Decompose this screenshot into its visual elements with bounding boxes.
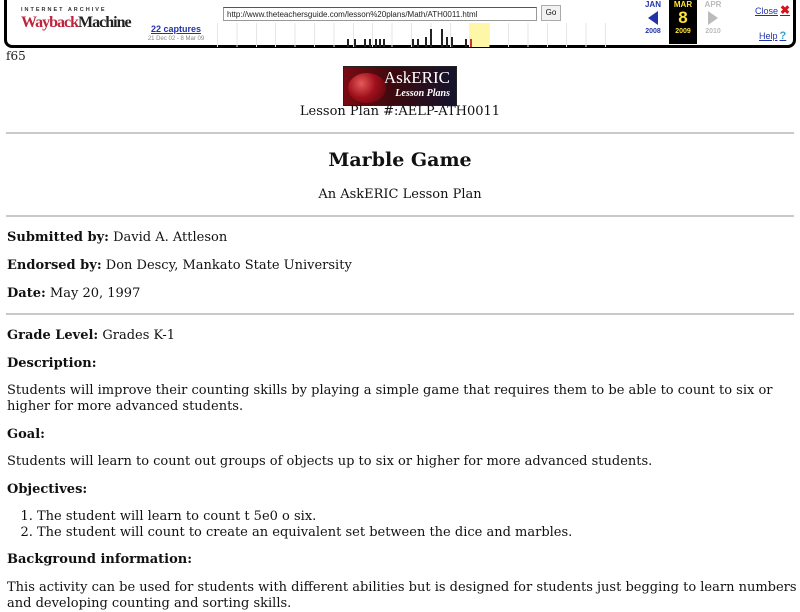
help-label[interactable]: Help xyxy=(759,31,778,41)
list-item: 2. The student will count to create an equivalent set between the dice and marbles. xyxy=(37,525,572,541)
objectives-heading: Objectives: xyxy=(7,482,88,497)
divider xyxy=(6,313,794,315)
current-capture-tick xyxy=(470,39,472,47)
capture-tick xyxy=(425,37,427,47)
capture-tick xyxy=(441,29,443,47)
capture-tick xyxy=(451,37,453,47)
capture-tick xyxy=(369,39,371,47)
list-item: 1. The student will learn to count t 5e0 o six. xyxy=(37,509,572,525)
grade-level: Grade Level: Grades K-1 xyxy=(7,328,175,343)
help-button[interactable] xyxy=(759,30,786,42)
description-heading: Description: xyxy=(7,356,97,371)
current-month: MAR xyxy=(673,0,693,9)
divider xyxy=(6,215,794,217)
logo-title: AskERIC xyxy=(383,68,450,87)
apple-image xyxy=(348,73,386,103)
capture-tick xyxy=(383,39,385,47)
wayback-machine-wordmark: WaybackMachine xyxy=(21,14,131,31)
goal-text: Students will learn to count out groups of objects up to six or higher for more advanced students. xyxy=(7,454,653,469)
lesson-plan-number: Lesson Plan #:AELP-ATH0011 xyxy=(299,104,501,119)
description-text: Students will improve their counting skills by playing a simple game that requires them to be able to count to six or higher for more advanced students. xyxy=(7,383,773,414)
current-day: 8 xyxy=(678,8,688,27)
url-input[interactable]: http://www.theteachersguide.com/lesson%20plans/Math/ATH0011.html xyxy=(223,7,537,21)
next-year: 2010 xyxy=(705,28,721,35)
corner-text: f65 xyxy=(6,49,26,63)
capture-tick xyxy=(347,39,349,47)
capture-tick xyxy=(354,39,356,47)
prev-year[interactable]: 2008 xyxy=(645,28,661,35)
captures-summary xyxy=(137,24,215,42)
close-label[interactable]: Close xyxy=(755,6,779,16)
askeric-logo[interactable] xyxy=(343,66,457,106)
submitted-by: Submitted by: David A. Attleson xyxy=(7,230,228,245)
capture-tick xyxy=(465,39,467,47)
capture-tick xyxy=(446,37,448,47)
page-subtitle: An AskERIC Lesson Plan xyxy=(318,187,482,202)
capture-tick xyxy=(375,39,377,47)
prev-month: JAN xyxy=(644,0,661,9)
next-month: APR xyxy=(704,0,722,9)
close-button[interactable] xyxy=(755,3,790,17)
internet-archive-label: INTERNET ARCHIVE xyxy=(21,7,107,13)
capture-tick xyxy=(430,29,432,47)
help-icon[interactable]: ? xyxy=(779,30,787,42)
capture-tick xyxy=(379,39,381,47)
next-arrow-icon xyxy=(708,11,718,25)
current-capture xyxy=(669,0,697,44)
prev-capture[interactable] xyxy=(639,0,667,35)
capture-tick xyxy=(412,39,414,47)
current-year-highlight xyxy=(469,23,489,47)
capture-tick xyxy=(417,39,419,47)
date: Date: May 20, 1997 xyxy=(7,286,141,301)
captures-sparkline[interactable] xyxy=(217,23,621,47)
captures-range: 21 Dec 02 - 8 Mar 09 xyxy=(147,36,205,42)
prev-arrow-icon[interactable] xyxy=(648,11,658,25)
wayback-logo[interactable] xyxy=(21,7,131,43)
go-button[interactable]: Go xyxy=(541,5,561,21)
objectives-list xyxy=(7,509,572,541)
background-text: This activity can be used for students with different abilities but is designed for students just begging to learn numbers and developing counting and sorting skills. xyxy=(7,580,797,611)
current-year: 2009 xyxy=(675,28,691,35)
goal-heading: Goal: xyxy=(7,427,45,442)
logo-subtitle: Lesson Plans xyxy=(395,88,450,99)
next-capture xyxy=(699,0,727,35)
divider xyxy=(6,132,794,134)
background-heading: Background information: xyxy=(7,552,193,567)
captures-link[interactable]: 22 captures xyxy=(150,24,202,34)
endorsed-by: Endorsed by: Don Descy, Mankato State University xyxy=(7,258,352,273)
close-icon[interactable]: ✖ xyxy=(780,3,791,17)
capture-tick xyxy=(364,39,366,47)
wayback-toolbar xyxy=(4,0,796,48)
page-title: Marble Game xyxy=(328,149,472,171)
